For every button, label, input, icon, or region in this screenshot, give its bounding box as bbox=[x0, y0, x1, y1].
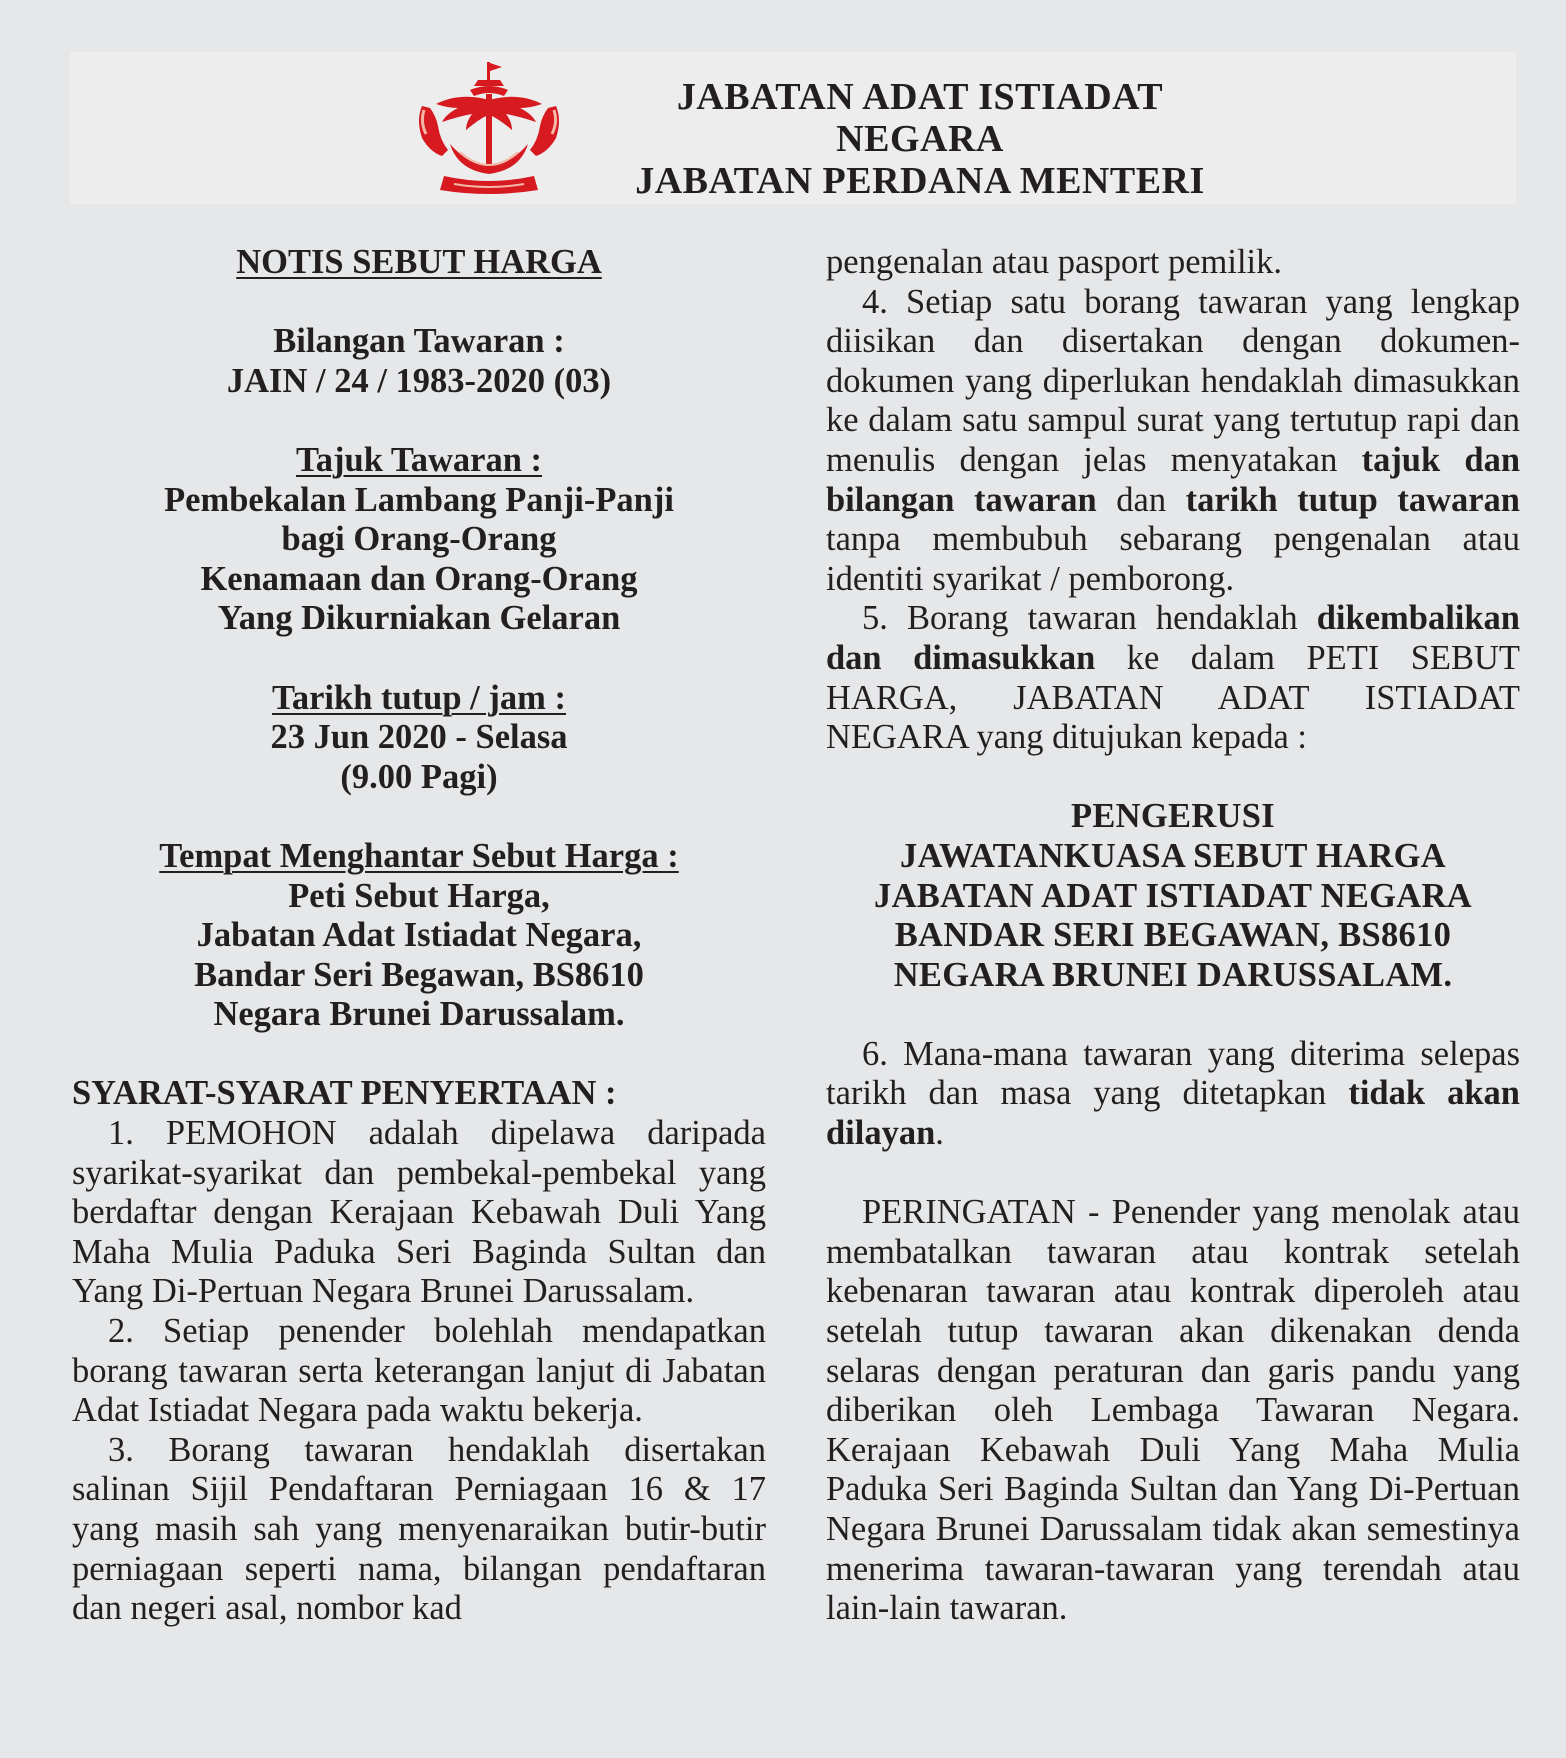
address-line: BANDAR SERI BEGAWAN, BS8610 bbox=[894, 916, 1452, 955]
tempat-label bbox=[72, 837, 766, 877]
para5-text-a: 5. Borang tawaran hendaklah bbox=[862, 599, 1317, 638]
notice-title-text: NOTIS SEBUT HARGA bbox=[236, 243, 602, 281]
header-banner bbox=[70, 52, 1516, 204]
notice-title bbox=[72, 243, 766, 283]
para4-bold-1: tajuk dan bilangan tawaran bbox=[826, 440, 1521, 519]
tarikh-line: (9.00 Pagi) bbox=[340, 757, 498, 796]
para4-text-a: 4. Setiap satu borang tawaran yang lengkap diisikan dan disertakan dengan dokumen-dokumen yang diperlukan hendaklah dimasukkan ke dalam satu sampul surat yang tertutup rapi dan menulis dengan jelas menyatakan bbox=[826, 282, 1520, 479]
right-column bbox=[826, 243, 1520, 1629]
condition-paragraph-6 bbox=[826, 1035, 1520, 1154]
tajuk-line: Yang Dikurniakan Gelaran bbox=[217, 599, 621, 638]
bilangan-value: JAIN / 24 / 1983-2020 (03) bbox=[226, 361, 612, 400]
condition-paragraph-3-continued: pengenalan atau pasport pemilik. bbox=[826, 243, 1283, 281]
address-line: PENGERUSI bbox=[1071, 797, 1275, 836]
condition-paragraph-4 bbox=[826, 283, 1520, 600]
condition-paragraph-1: 1. PEMOHON adalah dipelawa daripada syarikat-syarikat dan pembekal-pembekal yang berdaftar dengan Kerajaan Kebawah Duli Yang Maha Mulia Paduka Seri Baginda Sultan dan Yang Di-Pertuan Negara Brunei Darussalam. bbox=[72, 1114, 766, 1311]
tempat-line: Bandar Seri Begawan, BS8610 bbox=[194, 955, 644, 994]
tajuk-line: Kenamaan dan Orang-Orang bbox=[200, 559, 638, 598]
tempat-line: Peti Sebut Harga, bbox=[288, 876, 550, 915]
condition-paragraph-3: 3. Borang tawaran hendaklah disertakan salinan Sijil Pendaftaran Perniagaan 16 & 17 yang masih sah yang menyenaraikan butir-butir perniagaan seperti nama, bilangan pendaftaran dan negeri asal, nombor kad bbox=[72, 1430, 766, 1628]
para4-text-c: dan bbox=[1096, 480, 1186, 519]
peringatan-paragraph: PERINGATAN - Penender yang menolak atau membatalkan tawaran atau kontrak setelah kebenaran tawaran atau kontrak diperoleh atau setelah tutup tawaran akan dikenakan denda selaras dengan peraturan dan garis pandu yang diberikan oleh Lembaga Tawaran Negara. Kerajaan Kebawah Duli Yang Maha Mulia Paduka Seri Baginda Sultan dan Yang Di-Pertuan Negara Brunei Darussalam tidak akan semestinya menerima tawaran-tawaran yang terendah atau lain-lain tawaran. bbox=[826, 1193, 1520, 1628]
address-line: JAWATANKUASA SEBUT HARGA bbox=[900, 836, 1446, 875]
left-column bbox=[72, 243, 766, 1629]
bilangan-label: Bilangan Tawaran : bbox=[273, 322, 565, 361]
para5-bold: dikembalikan dan dimasukkan bbox=[826, 599, 1520, 677]
condition-paragraph-2: 2. Setiap penender bolehlah mendapatkan borang tawaran serta keterangan lanjut di Jabatan Adat Istiadat Negara pada waktu bekerja. bbox=[72, 1312, 766, 1430]
tajuk-label-text: Tajuk Tawaran : bbox=[295, 440, 543, 479]
para4-bold-2: tarikh tutup tawaran bbox=[1185, 480, 1520, 519]
tajuk-label bbox=[72, 441, 766, 481]
header-title-block bbox=[590, 76, 1250, 202]
header-line-1: JABATAN ADAT ISTIADAT NEGARA bbox=[676, 76, 1164, 160]
para6-text-a: 6. Mana-mana tawaran yang diterima selepas tarikh dan masa yang ditetapkan bbox=[826, 1034, 1520, 1113]
tarikh-line: 23 Jun 2020 - Selasa bbox=[270, 718, 568, 757]
para6-text-c: . bbox=[935, 1114, 944, 1153]
tajuk-line: bagi Orang-Orang bbox=[281, 520, 557, 559]
para5-text-c: ke dalam PETI SEBUT HARGA, JABATAN ADAT ISTIADAT NEGARA yang ditujukan kepada : bbox=[826, 638, 1520, 757]
tajuk-line: Pembekalan Lambang Panji-Panji bbox=[164, 480, 674, 519]
condition-paragraph-5 bbox=[826, 599, 1520, 757]
syarat-title: SYARAT-SYARAT PENYERTAAN : bbox=[72, 1074, 617, 1113]
tempat-line: Jabatan Adat Istiadat Negara, bbox=[196, 916, 642, 955]
brunei-crest-icon bbox=[408, 60, 570, 196]
tarikh-label-text: Tarikh tutup / jam : bbox=[272, 678, 566, 717]
tarikh-label bbox=[72, 679, 766, 719]
tempat-line: Negara Brunei Darussalam. bbox=[213, 995, 625, 1034]
para6-bold: tidak akan dilayan bbox=[826, 1074, 1520, 1153]
address-line: JABATAN ADAT ISTIADAT NEGARA bbox=[874, 876, 1472, 915]
header-line-2: JABATAN PERDANA MENTERI bbox=[635, 160, 1205, 202]
tempat-label-text: Tempat Menghantar Sebut Harga : bbox=[159, 836, 679, 875]
address-line: NEGARA BRUNEI DARUSSALAM. bbox=[893, 955, 1453, 994]
para4-text-d: tanpa membubuh sebarang pengenalan atau identiti syarikat / pemborong. bbox=[826, 520, 1520, 598]
